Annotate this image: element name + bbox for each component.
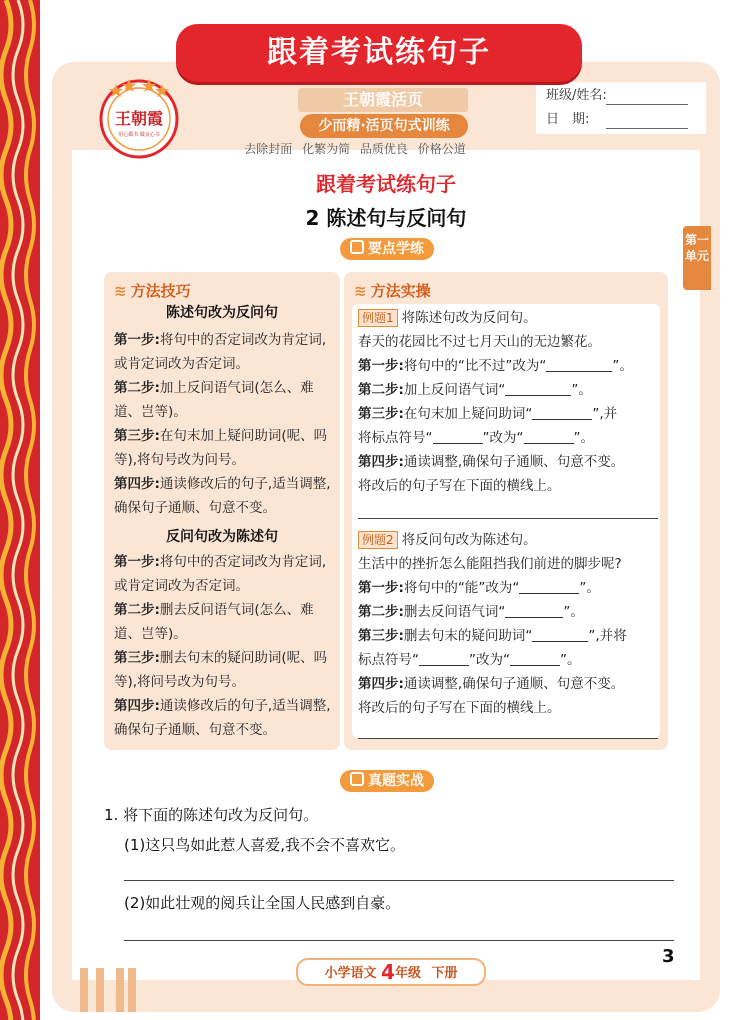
- section-key-points: [340, 238, 434, 260]
- logo-subtext: 用心做书 做良心书: [118, 132, 160, 138]
- page-heading: 跟着考试练句子: [316, 172, 456, 196]
- wave-icon: ≋: [114, 282, 127, 300]
- slogans: 去除封面 化繁为简 品质优良 价格公道: [244, 142, 466, 156]
- date-input-line[interactable]: [606, 114, 688, 129]
- ex2-answer-line[interactable]: [358, 738, 658, 739]
- q1-1-answer-line[interactable]: [124, 880, 674, 881]
- ex2-tag: 例题2: [358, 531, 398, 549]
- part1-step4: 第四步:通读修改后的句子,适当调整,确保句子通顺、句意不变。: [114, 476, 331, 516]
- blank[interactable]: [524, 429, 574, 444]
- method-practice-title: 方法实操: [370, 282, 431, 300]
- wave-icon: ≋: [354, 282, 367, 300]
- method-practice-panel: [344, 272, 668, 750]
- method-tips-panel: [104, 272, 340, 750]
- class-info-box: [536, 82, 706, 134]
- ex1-answer-line[interactable]: [358, 518, 658, 519]
- ex2-tail: 将改后的句子写在下面的横线上。: [358, 700, 561, 716]
- ex1-step3: 第三步:在句末加上疑问助词“ ”,并: [358, 406, 618, 422]
- part2-step2: 第二步:删去反问语气词(怎么、难道、岂等)。: [114, 602, 314, 642]
- blank[interactable]: [532, 627, 588, 642]
- name-input-line[interactable]: [606, 90, 688, 105]
- blank[interactable]: [505, 603, 563, 618]
- bookmark-icon: [350, 240, 364, 254]
- q1-2-answer-line[interactable]: [124, 940, 674, 941]
- ex1-step2: 第二步:加上反问语气词“ ”。: [358, 382, 592, 398]
- question-1: 1. 将下面的陈述句改为反问句。: [104, 806, 319, 824]
- ex2-step3-cont: 标点符号“ ”改为“ ”。: [358, 652, 581, 668]
- question-1-2: (2)如此壮观的阅兵让全国人民感到自豪。: [124, 894, 401, 912]
- blank[interactable]: [519, 579, 579, 594]
- footer-subject: 小学语文: [324, 966, 377, 981]
- page-number: 3: [662, 946, 675, 967]
- ex1-tag: 例题1: [358, 309, 398, 327]
- part1-step1: 第一步:将句中的否定词改为肯定词,或肯定词改为否定词。: [114, 332, 327, 372]
- ex2-prompt: 例题2 将反问句改为陈述句。: [358, 528, 658, 552]
- ex1-tail: 将改后的句子写在下面的横线上。: [358, 478, 561, 494]
- section-real-practice: [340, 770, 434, 792]
- part1-step2: 第二步:加上反问语气词(怎么、难道、岂等)。: [114, 380, 314, 420]
- ex2-step4: 第四步:通读调整,确保句子通顺、句意不变。: [358, 676, 625, 692]
- logo-text: 王朝霞: [114, 109, 164, 128]
- footer-grade-unit: 年级: [394, 966, 421, 981]
- blank[interactable]: [546, 357, 612, 372]
- ex2-step3: 第三步:删去句末的疑问助词“ ”,并将: [358, 628, 627, 644]
- blank[interactable]: [433, 429, 483, 444]
- blank[interactable]: [510, 651, 560, 666]
- blank[interactable]: [505, 381, 571, 396]
- section-key-points-label: 要点学练: [368, 241, 424, 257]
- brand-logo: [96, 74, 182, 160]
- method-practice-header: [354, 280, 431, 301]
- ex1-sentence: 春天的花园比不过七月天山的无边繁花。: [358, 334, 601, 350]
- practice-inner-box: [352, 304, 660, 738]
- footer-label: [296, 958, 486, 986]
- part2-step3: 第三步:删去句末的疑问助词(呢、吗等),将问号改为句号。: [114, 650, 328, 690]
- section-real-practice-label: 真题实战: [368, 773, 424, 789]
- ex2-step1: 第一步:将句中的“能”改为“ ”。: [358, 580, 600, 596]
- lesson-title: 2 陈述句与反问句: [305, 206, 467, 230]
- method-tips-header: [114, 280, 191, 301]
- part2-title: 反问句改为陈述句: [166, 529, 278, 545]
- part2-step1: 第一步:将句中的否定词改为肯定词,或肯定词改为否定词。: [114, 554, 327, 594]
- blank[interactable]: [419, 651, 469, 666]
- ex2-step2: 第二步:删去反问语气词“ ”。: [358, 604, 584, 620]
- wavy-border-decoration: [0, 0, 40, 1020]
- ex2-sentence: 生活中的挫折怎么能阻挡我们前进的脚步呢?: [358, 556, 622, 572]
- part1-step3: 第三步:在句末加上疑问助词(呢、吗等),将句号改为问号。: [114, 428, 328, 468]
- ex1-prompt: 例题1 将陈述句改为反问句。: [358, 306, 658, 330]
- name-label: 班级/姓名:: [546, 88, 607, 103]
- part1-title: 陈述句改为反问句: [166, 305, 278, 321]
- ex1-step4: 第四步:通读调整,确保句子通顺、句意不变。: [358, 454, 625, 470]
- bookmark-icon: [350, 772, 364, 786]
- blank[interactable]: [532, 405, 592, 420]
- unit-side-tab: 第一单元: [683, 226, 711, 290]
- part2-step4: 第四步:通读修改后的句子,适当调整,确保句子通顺、句意不变。: [114, 698, 331, 738]
- question-1-1: (1)这只鸟如此惹人喜爱,我不会不喜欢它。: [124, 836, 406, 854]
- ex1-step3-cont: 将标点符号“ ”改为“ ”。: [358, 430, 594, 446]
- method-tips-title: 方法技巧: [130, 282, 191, 300]
- banner-title: 跟着考试练句子: [176, 24, 582, 82]
- footer-volume: 下册: [431, 966, 458, 981]
- series-title: 王朝霞活页: [298, 88, 468, 112]
- date-label: 日 期:: [546, 112, 590, 127]
- series-subtitle: 少而精·活页句式训练: [300, 114, 468, 138]
- ex1-step1: 第一步:将句中的“比不过”改为“ ”。: [358, 358, 633, 374]
- footer-grade: 4: [381, 960, 395, 984]
